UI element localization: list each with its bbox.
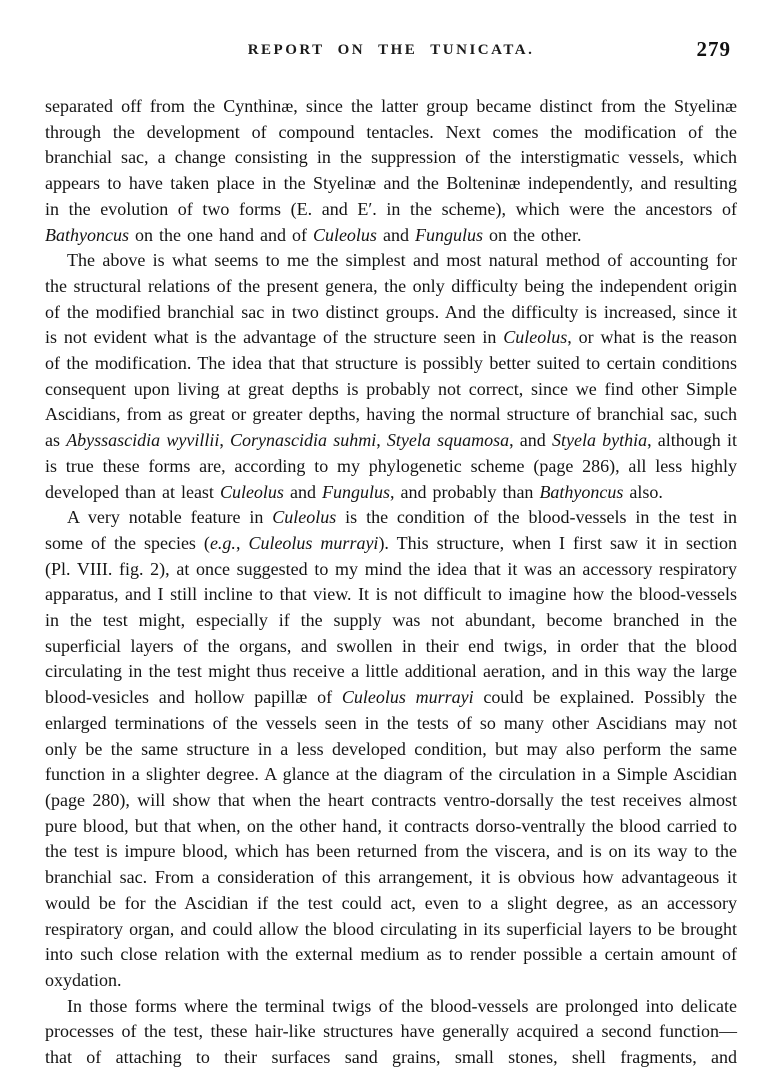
- page-body: [45, 94, 737, 1071]
- page-number: 279: [696, 37, 731, 61]
- running-head: REPORT ON THE TUNICATA.: [247, 42, 535, 58]
- paragraph-2: The above is what seems to me the simplest and most natural method of accounting for the structural relations of the present genera, the only difficulty being the independent origin of the modified branchial sac in two distinct groups. And the difficulty is increased, since it is not evident what is the advantage of the structure seen in Culeolus, or what is the reason of the modification. The idea that that structure is possibly better suited to certain conditions consequent upon living at great depths is probably not correct, since we find other Simple Ascidians, from as great or greater depths, having the normal structure of branchial sac, such as Abyssascidia wyvillii, Corynascidia suhmi, Styela squamosa, and Styela bythia, although it is true these forms are, according to my phylogenetic scheme (page 286), all less highly developed than at least Culeolus and Fungulus, and probably than Bathyoncus also.: [45, 250, 737, 502]
- paragraph-4: In those forms where the terminal twigs of the blood-vessels are prolonged into delicate processes of the test, these hair-like structures have generally acquired a second function—that of attaching to their surfaces sand grains, small stones, shell fragments, and: [45, 995, 737, 1068]
- paragraph-3: A very notable feature in Culeolus is the condition of the blood-vessels in the test in some of the species (e.g., Culeolus murrayi). This structure, when I first saw it in section (Pl. VIII. fig. 2), at once suggested to my mind the idea that it was an accessory respiratory apparatus, and I still incline to that view. It is not difficult to imagine how the blood-vessels in the test might, especially if the supply was not abundant, become branched in the superficial layers of the organs, and swollen in their end twigs, in order that the blood circulating in the test might thus receive a little additional aeration, and in this way the large blood-vesicles and hollow papillæ of Culeolus murrayi could be explained. Possibly the enlarged terminations of the vessels seen in the tests of so many other Ascidians may not only be the same structure in a less developed condition, but may also perform the same function in a slighter degree. A glance at the diagram of the circulation in a Simple Ascidian (page 280), will show that when the heart contracts ventro-dorsally the test receives almost pure blood, but that when, on the other hand, it contracts dorso-ventrally the blood carried to the test is impure blood, which has been returned from the viscera, and is on its way to the branchial sac. From a consideration of this arrangement, it is obvious how advantageous it would be for the Ascidian if the test could act, even to a slight degree, as an accessory respiratory organ, and could allow the blood circulating in its superficial layers to be brought into such close relation with the external medium as to render possible a certain amount of oxydation.: [45, 507, 737, 990]
- scanned-page: [45, 37, 737, 1071]
- paragraph-1: separated off from the Cynthinæ, since the latter group became distinct from the Styelinæ through the development of compound tentacles. Next comes the modification of the branchial sac, a change consisting in the suppression of the interstigmatic vessels, which appears to have taken place in the Styelinæ and the Bolteninæ independently, and resulting in the evolution of two forms (E. and E′. in the scheme), which were the ancestors of Bathyoncus on the one hand and of Culeolus and Fungulus on the other.: [45, 96, 737, 245]
- page-header: [45, 37, 737, 68]
